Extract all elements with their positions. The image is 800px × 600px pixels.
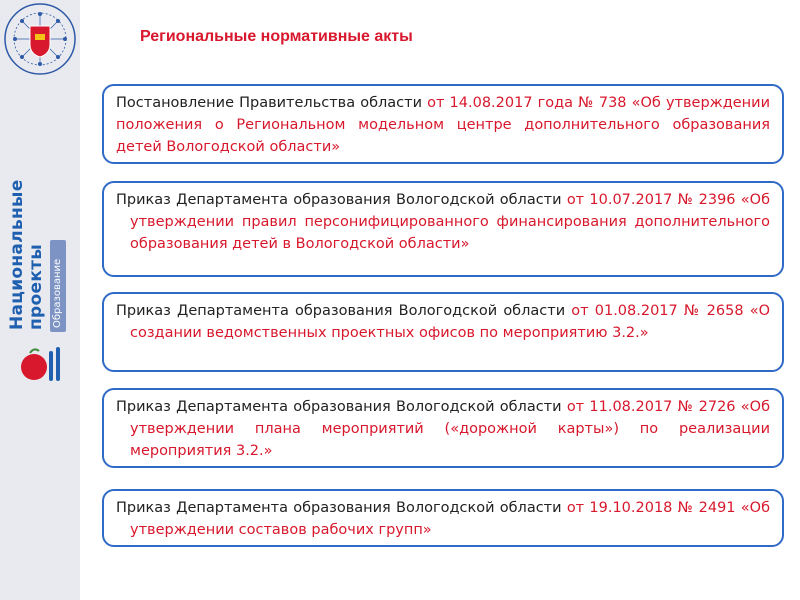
act-date-number: от 19.10.2018 № 2491 — [566, 500, 736, 516]
act-title: «О создании ведомственных проектных офисов по мероприятию 3.2.» — [130, 303, 770, 341]
act-title: «Об утверждении правил персонифицированного финансирования дополнительного образования детей в Вологодской области» — [130, 192, 771, 252]
act-card-2 — [102, 181, 784, 277]
national-projects-logo-icon — [18, 345, 64, 385]
act-card-4 — [102, 388, 784, 468]
act-prefix: Приказ Департамента образования Вологодской области — [116, 399, 567, 415]
act-title: «Об утверждении положения о Региональном модельном центре дополнительного образования детей Вологодской области» — [116, 95, 771, 155]
act-date-number: от 14.08.2017 года № 738 — [427, 95, 627, 111]
sidebar — [0, 0, 80, 600]
act-card-5 — [102, 489, 784, 547]
brand-line2: проекты — [26, 244, 46, 330]
act-prefix: Постановление Правительства области — [116, 95, 428, 111]
act-date-number: от 01.08.2017 № 2658 — [571, 303, 744, 319]
act-card-3 — [102, 292, 784, 372]
brand-sub-text: Образование — [52, 258, 63, 328]
brand-line1: Национальные — [7, 179, 27, 330]
vertical-brand — [8, 170, 68, 330]
act-prefix: Приказ Департамента образования Вологодской области — [116, 303, 572, 319]
act-card-1 — [102, 84, 784, 164]
act-title: «Об утверждении составов рабочих групп» — [130, 500, 771, 538]
regional-emblem-icon — [3, 2, 77, 76]
act-title: «Об утверждении плана мероприятий («дорожной карты») по реализации мероприятия 3.2.» — [130, 399, 771, 459]
act-prefix: Приказ Департамента образования Вологодской области — [116, 500, 567, 516]
act-prefix: Приказ Департамента образования Вологодской области — [116, 192, 567, 208]
act-date-number: от 10.07.2017 № 2396 — [566, 192, 736, 208]
page-title: Региональные нормативные акты — [140, 28, 413, 45]
act-date-number: от 11.08.2017 № 2726 — [566, 399, 736, 415]
